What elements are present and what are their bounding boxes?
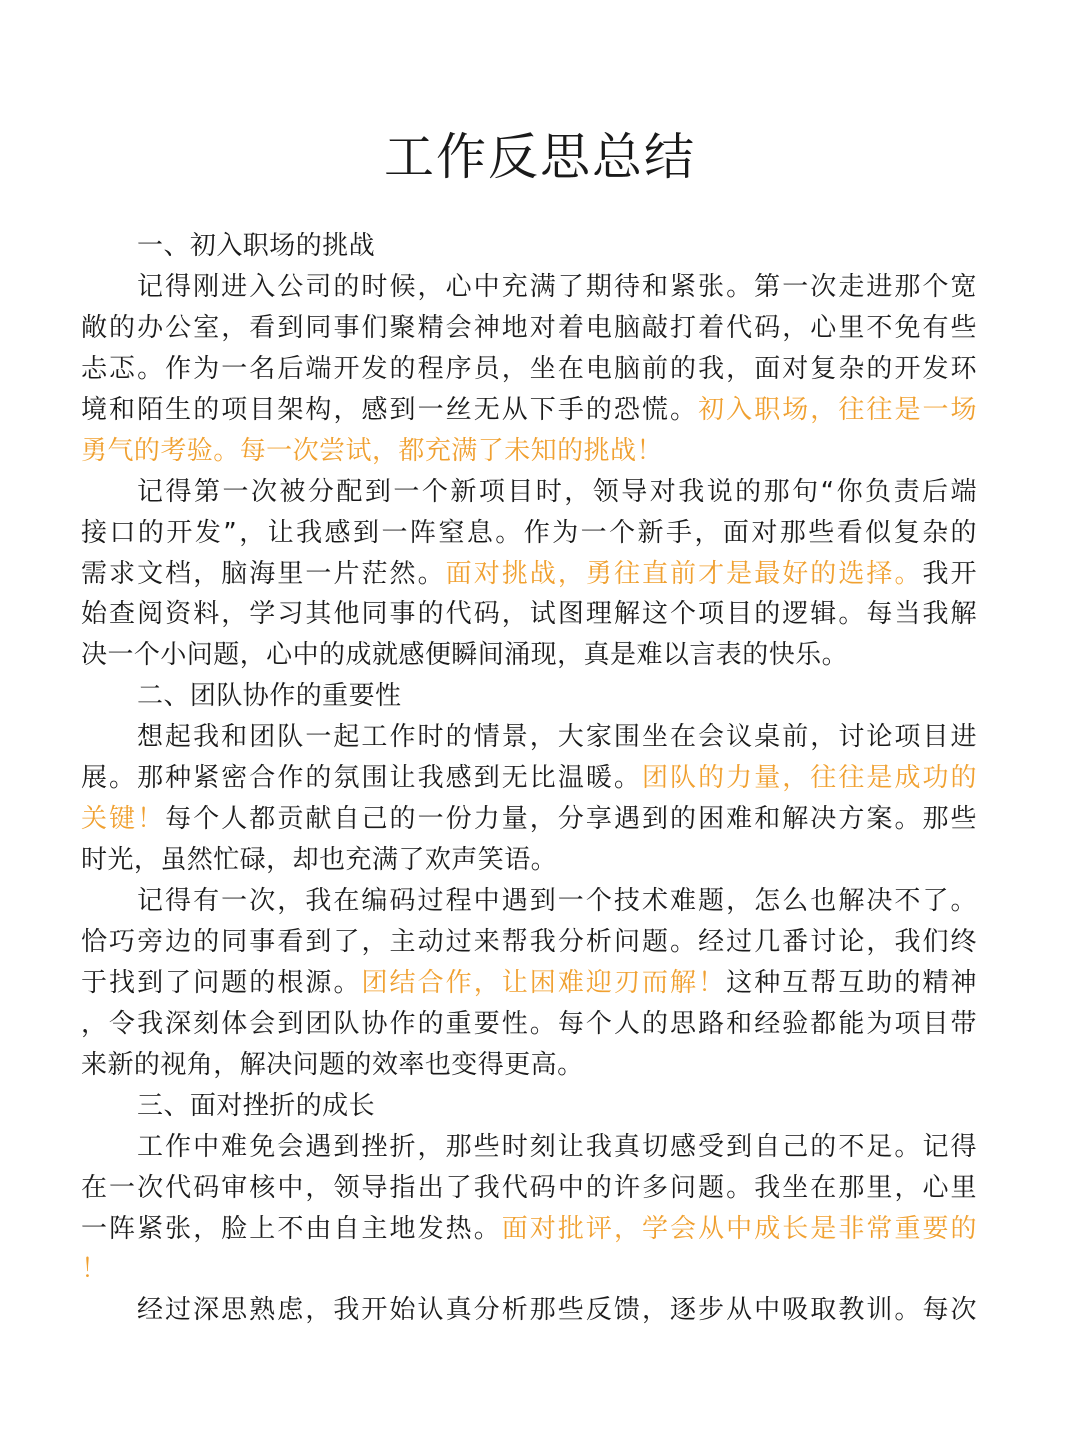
highlighted-text: 初入职场，往往是一场 [698, 394, 977, 425]
body-text: 记得有一次，我在编码过程中遇到一个技术难题，怎么也解决不了。 [137, 886, 977, 916]
body-text: 二、团队协作的重要性 [137, 681, 402, 712]
body-text: 展。那种紧密合作的氛围让我感到无比温暖。 [81, 763, 642, 794]
body-text: 时光，虽然忙碌，却也充满了欢声笑语。 [81, 845, 558, 876]
body-text: 敞的办公室，看到同事们聚精会神地对着电脑敲打着代码，心里不免有些 [81, 312, 977, 343]
body-text: 想起我和团队一起工作时的情景，大家围坐在会议桌前，讨论项目进 [137, 722, 977, 753]
body-text: 在一次代码审核中，领导指出了我代码中的许多问题。我坐在那里，心里 [81, 1172, 977, 1203]
text-line [81, 922, 977, 963]
text-line [81, 1045, 977, 1086]
text-line [81, 1168, 977, 1209]
body-text: 境和陌生的项目架构，感到一丝无从下手的恐慌。 [81, 394, 699, 425]
text-line [81, 554, 977, 595]
document-body [81, 226, 977, 1331]
body-text: 每个人都贡献自己的一份力量，分享遇到的困难和解决方案。那些 [165, 804, 977, 835]
text-line [81, 676, 977, 717]
body-text: 三、面对挫折的成长 [137, 1090, 376, 1121]
text-line [81, 635, 977, 676]
text-line [81, 390, 977, 431]
body-text: 忐忑。作为一名后端开发的程序员，坐在电脑前的我，面对复杂的开发环 [81, 353, 977, 384]
text-line [81, 267, 977, 308]
text-line [81, 1086, 977, 1127]
text-line [81, 717, 977, 758]
highlighted-text: ！ [81, 1254, 108, 1285]
highlighted-text: 勇气的考验。每一次尝试，都充满了未知的挑战！ [81, 435, 663, 466]
body-text: 这种互帮互助的精神 [726, 967, 977, 998]
body-text: 记得刚进入公司的时候，心中充满了期待和紧张。第一次走进那个宽 [137, 271, 977, 302]
text-line [81, 594, 977, 635]
body-text: 一、初入职场的挑战 [137, 231, 376, 261]
body-text: 记得第一次被分配到一个新项目时，领导对我说的那句“你负责后端 [137, 476, 977, 507]
highlighted-text: 团队的力量，往往是成功的 [642, 763, 977, 794]
body-text: 一阵紧张，脸上不由自主地发热。 [81, 1213, 502, 1244]
body-text: 工作中难免会遇到挫折，那些时刻让我真切感受到自己的不足。记得 [137, 1131, 977, 1162]
highlighted-text: 面对挑战，勇往直前才是最好的选择。 [445, 558, 923, 589]
highlighted-text: 团结合作，让困难迎刃而解！ [361, 967, 727, 998]
body-text: 需求文档，脑海里一片茫然。 [81, 558, 446, 589]
text-line [81, 1290, 977, 1331]
text-line [81, 758, 977, 799]
page-title: 工作反思总结 [384, 128, 696, 186]
text-line [81, 308, 977, 349]
body-text: 接口的开发”，让我感到一阵窒息。作为一个新手，面对那些看似复杂的 [81, 517, 977, 548]
text-line [81, 881, 977, 922]
text-line [81, 1127, 977, 1168]
body-text: 始查阅资料，学习其他同事的代码，试图理解这个项目的逻辑。每当我解 [81, 599, 977, 630]
highlighted-text: 面对批评，学会从中成长是非常重要的 [501, 1213, 977, 1244]
text-line [81, 1249, 977, 1290]
text-line [81, 840, 977, 881]
text-line [81, 226, 977, 267]
highlighted-text: 关键！ [81, 804, 166, 835]
text-line [81, 431, 977, 472]
body-text: 经过深思熟虑，我开始认真分析那些反馈，逐步从中吸取教训。每次 [137, 1295, 977, 1326]
text-line [81, 1209, 977, 1250]
text-line [81, 349, 977, 390]
text-line [81, 1004, 977, 1045]
text-line [81, 799, 977, 840]
body-text: 我开 [922, 558, 977, 589]
body-text: 恰巧旁边的同事看到了，主动过来帮我分析问题。经过几番讨论，我们终 [81, 926, 977, 957]
text-line [81, 513, 977, 554]
body-text: 来新的视角，解决问题的效率也变得更高。 [81, 1049, 584, 1080]
body-text: 于找到了问题的根源。 [81, 967, 362, 998]
body-text: 决一个小问题，心中的成就感便瞬间涌现，真是难以言表的快乐。 [81, 640, 849, 671]
text-line [81, 963, 977, 1004]
text-line [81, 472, 977, 513]
body-text: ，令我深刻体会到团队协作的重要性。每个人的思路和经验都能为项目带 [81, 1008, 977, 1039]
